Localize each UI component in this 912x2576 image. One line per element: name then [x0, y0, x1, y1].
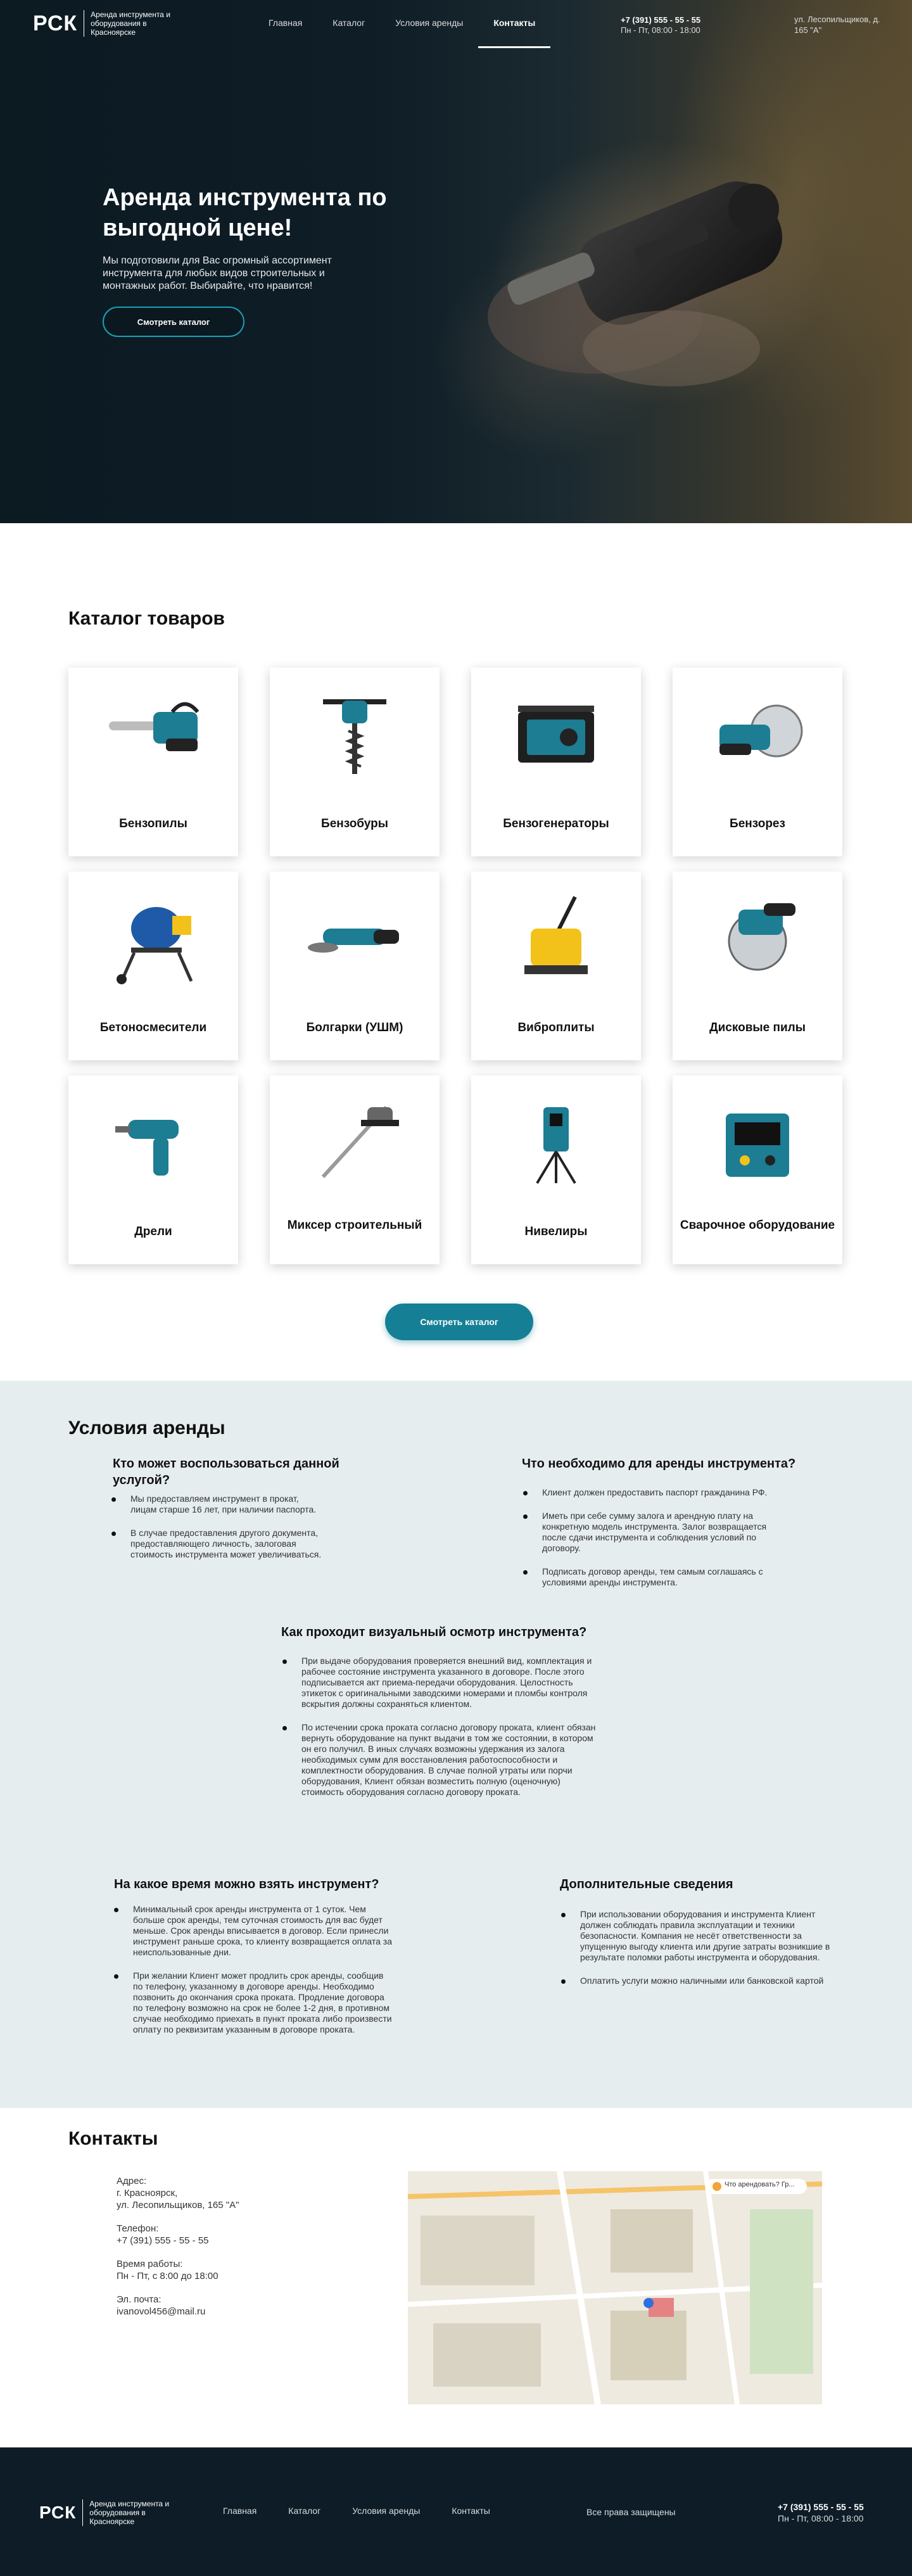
- circular-saw-icon: [700, 891, 814, 986]
- contact-hours: Пн - Пт, с 8:00 до 18:00: [117, 2271, 218, 2281]
- catalog-section: [0, 523, 912, 1381]
- main-menu: [253, 0, 550, 48]
- terms-q2-item: Подписать договор аренды, тем самым соглашаясь с условиями аренды инструмента.: [523, 1566, 776, 1588]
- catalog-card-label: Бензопилы: [119, 817, 187, 830]
- logo[interactable]: [33, 10, 185, 37]
- footer-menu-terms[interactable]: Условия аренды: [352, 2506, 421, 2516]
- footer-menu-home[interactable]: Главная: [223, 2506, 257, 2516]
- footer-logo-mark: РСК: [39, 2503, 77, 2522]
- terms-q5-item: Оплатить услуги можно наличными или банковской картой: [561, 1976, 840, 1986]
- terms-q1-title: Кто может воспользоваться данной услугой?: [113, 1457, 339, 1487]
- map-image: [408, 2171, 822, 2404]
- catalog-card-welder[interactable]: [673, 1075, 842, 1264]
- catalog-card-label: Бензорез: [730, 817, 785, 830]
- catalog-title: Каталог товаров: [68, 608, 225, 629]
- catalog-card-label: Бетоносмесители: [99, 1021, 207, 1034]
- contact-phone[interactable]: +7 (391) 555 - 55 - 55: [117, 2235, 209, 2246]
- terms-q5-list: [561, 1909, 840, 1999]
- generator-icon: [499, 687, 613, 782]
- map[interactable]: [408, 2171, 822, 2404]
- terms-q5-title: Дополнительные сведения: [560, 1877, 733, 1891]
- logo-mark: РСК: [33, 11, 78, 35]
- hero-catalog-button[interactable]: Смотреть каталог: [103, 307, 244, 337]
- contact-info: [117, 2175, 239, 2329]
- angle-grinder-icon: [298, 891, 412, 986]
- contact-email[interactable]: ivanovol456@mail.ru: [117, 2306, 206, 2317]
- catalog-card-angle-grinder[interactable]: [270, 872, 440, 1060]
- terms-q4-item: Минимальный срок аренды инструмента от 1 суток. Чем больше срок аренды, тем суточная стоимость для вас будет меньше. Срок аренды вписывается в договор. Если принесли инструмент раньше срока, то клиенту возвращается оплата за неиспользованные дни.: [114, 1904, 393, 1958]
- footer-hours: Пн - Пт, 08:00 - 18:00: [778, 2513, 864, 2523]
- terms-q4-title: На какое время можно взять инструмент?: [114, 1877, 379, 1891]
- terms-q3-title: Как проходит визуальный осмотр инструмента?: [281, 1625, 587, 1639]
- cutoff-saw-icon: [700, 687, 814, 782]
- phone-label: Телефон:: [117, 2223, 159, 2234]
- catalog-card-label: Сварочное оборудование: [680, 1219, 835, 1232]
- catalog-card-label: Бензобуры: [321, 817, 388, 830]
- catalog-button[interactable]: Смотреть каталог: [385, 1304, 533, 1340]
- header-address: ул. Лесопильщиков, д. 165 "А": [794, 15, 880, 35]
- terms-section: [0, 1381, 912, 2108]
- terms-q2-list: [523, 1487, 776, 1601]
- terms-q2-title: Что необходимо для аренды инструмента?: [522, 1457, 796, 1471]
- terms-q3-item: При выдаче оборудования проверяется внешний вид, комплектация и рабочее состояние инструмента указанного в договоре. После этого подписывается акт приема-передачи оборудования. Целостность этикеток с оригинальными заводскими номерами и пломбы контроля вскрытия должны сохраняться клиентом.: [282, 1656, 599, 1710]
- catalog-card-mixer[interactable]: [270, 1075, 440, 1264]
- catalog-card-generator[interactable]: [471, 668, 641, 856]
- terms-q1-item: В случае предоставления другого документа, предоставляющего личность, залоговая стоимость инструмента может увеличиваться.: [111, 1528, 327, 1560]
- footer-logo-text: Аренда инструмента и оборудования в Красноярске: [82, 2499, 184, 2526]
- email-label: Эл. почта:: [117, 2294, 162, 2305]
- catalog-card-concrete-mixer[interactable]: [68, 872, 238, 1060]
- catalog-card-plate-compactor[interactable]: [471, 872, 641, 1060]
- terms-q1-item: Мы предоставляем инструмент в прокат, лицам старше 16 лет, при наличии паспорта.: [111, 1494, 327, 1515]
- terms-q4-item: При желании Клиент может продлить срок аренды, сообщив по телефону, указанному в договоре аренды. Необходимо позвонить до окончания срока проката. Продление договора по телефону возможно на срок не более 1-2 дня, в противном случае необходимо приехать в пункт проката либо произвести оплату по реквизитам указанным в договоре проката.: [114, 1970, 393, 2035]
- terms-q5-item: При использовании оборудования и инструмента Клиент должен соблюдать правила эксплуатации и техники безопасности. Компания не несёт ответственности за упущенную выгоду клиента или другие затраты возникшие в результате поломки работы инструмента и оборудования.: [561, 1909, 840, 1963]
- footer-rights: Все права защищены: [586, 2507, 676, 2517]
- catalog-card-chainsaw[interactable]: [68, 668, 238, 856]
- catalog-card-label: Дисковые пилы: [709, 1021, 806, 1034]
- construction-mixer-icon: [298, 1094, 412, 1190]
- chainsaw-icon: [96, 687, 210, 782]
- menu-item-catalog[interactable]: Каталог: [332, 18, 365, 28]
- menu-item-contacts[interactable]: Контакты: [478, 0, 550, 48]
- hero-drill-image: [481, 158, 811, 386]
- catalog-card-label: Миксер строительный: [287, 1219, 422, 1232]
- catalog-card-label: Нивелиры: [524, 1225, 588, 1238]
- catalog-card-level[interactable]: [471, 1075, 641, 1264]
- address-label: Адрес:: [117, 2176, 147, 2186]
- map-popup: Что арендовать? Гр...: [725, 2181, 795, 2188]
- footer: [0, 2447, 912, 2576]
- menu-item-home[interactable]: Главная: [269, 18, 303, 28]
- contacts-title: Контакты: [68, 2128, 158, 2149]
- catalog-card-label: Виброплиты: [517, 1021, 595, 1034]
- catalog-card-label: Болгарки (УШМ): [306, 1021, 403, 1034]
- terms-q3-item: По истечении срока проката согласно договору проката, клиент обязан вернуть оборудование на пункт выдачи в том же состоянии, в котором он его получил. В иных случаях возможны удержания из залога необходимых сумм для восстановления работоспособности и комплектности оборудования. В случае полной утраты или порчи оборудования, Клиент обязан возместить полную (оценочную) стоимость оборудования согласно договору проката.: [282, 1722, 599, 1798]
- catalog-card-earth-auger[interactable]: [270, 668, 440, 856]
- header-phone[interactable]: +7 (391) 555 - 55 - 55: [621, 15, 701, 25]
- drill-icon: [96, 1094, 210, 1190]
- terms-title: Условия аренды: [68, 1418, 225, 1438]
- terms-q2-item: Иметь при себе сумму залога и арендную плату на конкретную модель инструмента. Залог возвращается после сдачи инструмента и соблюдения условий по договору.: [523, 1511, 776, 1554]
- terms-q4-list: [114, 1904, 393, 2048]
- hours-label: Время работы:: [117, 2259, 183, 2269]
- footer-menu: [223, 2506, 522, 2516]
- laser-level-icon: [499, 1094, 613, 1190]
- menu-item-terms[interactable]: Условия аренды: [395, 18, 464, 28]
- catalog-card-cutoff-saw[interactable]: [673, 668, 842, 856]
- footer-menu-contacts[interactable]: Контакты: [452, 2506, 490, 2516]
- footer-logo[interactable]: [39, 2499, 184, 2526]
- concrete-mixer-icon: [96, 891, 210, 986]
- header-hours: Пн - Пт, 08:00 - 18:00: [621, 25, 700, 35]
- address-line-1: г. Красноярск,: [117, 2188, 178, 2198]
- logo-text: Аренда инструмента и оборудования в Красноярске: [84, 10, 185, 37]
- terms-q3-list: [282, 1656, 599, 1810]
- hero-subtitle: Мы подготовили для Вас огромный ассортимент инструмента для любых видов строительных и монтажных работ. Выбирайте, что нравится!: [103, 255, 332, 291]
- contacts-section: [0, 2108, 912, 2447]
- catalog-card-drill[interactable]: [68, 1075, 238, 1264]
- hero-section: [0, 0, 912, 523]
- footer-menu-catalog[interactable]: Каталог: [288, 2506, 321, 2516]
- footer-phone[interactable]: +7 (391) 555 - 55 - 55: [778, 2502, 864, 2512]
- catalog-card-label: Бензогенераторы: [503, 817, 609, 830]
- catalog-card-label: Дрели: [134, 1225, 172, 1238]
- catalog-card-circular-saw[interactable]: [673, 872, 842, 1060]
- terms-q2-item: Клиент должен предоставить паспорт гражданина РФ.: [523, 1487, 776, 1498]
- plate-compactor-icon: [499, 891, 613, 986]
- address-line-2: ул. Лесопильщиков, 165 "А": [117, 2200, 239, 2211]
- hero-title: Аренда инструмента по выгодной цене!: [103, 184, 387, 241]
- earth-auger-icon: [298, 687, 412, 782]
- welding-machine-icon: [700, 1094, 814, 1190]
- terms-q1-list: [111, 1494, 327, 1573]
